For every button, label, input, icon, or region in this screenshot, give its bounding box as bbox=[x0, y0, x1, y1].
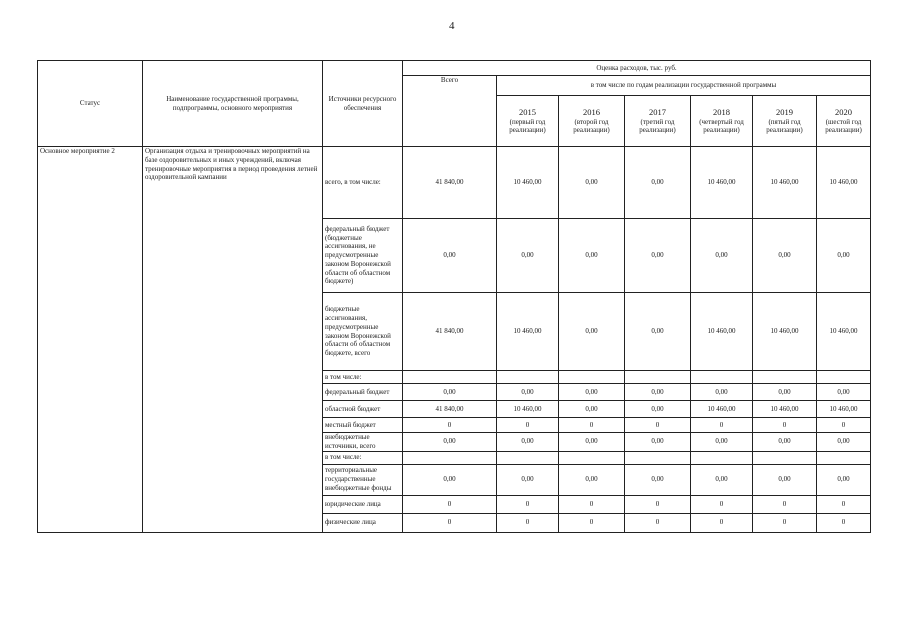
header-name: Наименование государственной программы, подпрограммы, основного мероприятия bbox=[143, 61, 323, 147]
header-year-2019 bbox=[753, 96, 817, 147]
year-value-cell: 0 bbox=[497, 495, 559, 513]
year-value-cell: 0,00 bbox=[817, 384, 871, 401]
year-value-cell: 0,00 bbox=[817, 464, 871, 495]
total-value-cell bbox=[403, 371, 497, 384]
year-value-cell: 0 bbox=[691, 513, 753, 532]
total-value-cell: 0 bbox=[403, 513, 497, 532]
year-value-cell: 10 460,00 bbox=[817, 293, 871, 371]
year-value-cell: 0,00 bbox=[625, 401, 691, 418]
program-name-cell: Организация отдыха и тренировочных мероприятий на базе оздоровительных и иных учреждений, включая тренировочные мероприятия в период проведения летней оздоровительной кампании bbox=[143, 147, 323, 533]
year-value-cell bbox=[691, 451, 753, 464]
year-value-cell: 0 bbox=[753, 495, 817, 513]
total-value-cell: 41 840,00 bbox=[403, 293, 497, 371]
year-value-cell: 0,00 bbox=[817, 219, 871, 293]
year-value-cell bbox=[817, 451, 871, 464]
header-year-caption: (первый год реализации) bbox=[509, 117, 546, 135]
year-value-cell: 0,00 bbox=[753, 384, 817, 401]
total-value-cell: 0,00 bbox=[403, 384, 497, 401]
header-year-2017 bbox=[625, 96, 691, 147]
source-cell: физические лица bbox=[323, 513, 403, 532]
year-value-cell: 0 bbox=[559, 418, 625, 433]
year-value-cell: 0,00 bbox=[625, 464, 691, 495]
year-value-cell: 0,00 bbox=[625, 219, 691, 293]
total-value-cell: 41 840,00 bbox=[403, 147, 497, 219]
year-value-cell: 0 bbox=[559, 495, 625, 513]
year-value-cell: 10 460,00 bbox=[753, 147, 817, 219]
source-cell: в том числе: bbox=[323, 451, 403, 464]
year-value-cell bbox=[625, 371, 691, 384]
year-value-cell: 0 bbox=[817, 418, 871, 433]
header-year-number: 2015 bbox=[519, 106, 536, 117]
year-value-cell: 0,00 bbox=[497, 384, 559, 401]
table-row bbox=[38, 147, 871, 219]
budget-table-body bbox=[38, 61, 871, 533]
source-cell: областной бюджет bbox=[323, 401, 403, 418]
header-year-2018 bbox=[691, 96, 753, 147]
total-value-cell: 41 840,00 bbox=[403, 401, 497, 418]
year-value-cell bbox=[753, 451, 817, 464]
year-value-cell: 0,00 bbox=[753, 433, 817, 452]
year-value-cell: 0,00 bbox=[559, 147, 625, 219]
year-value-cell: 10 460,00 bbox=[497, 401, 559, 418]
year-value-cell: 0,00 bbox=[497, 433, 559, 452]
year-value-cell: 10 460,00 bbox=[817, 401, 871, 418]
year-value-cell: 0,00 bbox=[625, 384, 691, 401]
year-value-cell bbox=[625, 451, 691, 464]
year-value-cell: 0,00 bbox=[691, 219, 753, 293]
year-value-cell: 0 bbox=[559, 513, 625, 532]
header-estimate: Оценка расходов, тыс. руб. bbox=[403, 61, 871, 76]
year-value-cell: 0 bbox=[691, 495, 753, 513]
year-value-cell: 10 460,00 bbox=[691, 401, 753, 418]
total-value-cell: 0,00 bbox=[403, 464, 497, 495]
header-year-caption: (второй год реализации) bbox=[573, 117, 610, 135]
year-value-cell: 0,00 bbox=[559, 433, 625, 452]
year-value-cell: 10 460,00 bbox=[753, 293, 817, 371]
year-value-cell bbox=[753, 371, 817, 384]
year-value-cell: 0,00 bbox=[691, 433, 753, 452]
source-cell: бюджетные ассигнования, предусмотренные законом Воронежской области об областном бюджете, всего bbox=[323, 293, 403, 371]
year-value-cell bbox=[559, 371, 625, 384]
total-value-cell: 0,00 bbox=[403, 433, 497, 452]
year-value-cell: 0 bbox=[817, 495, 871, 513]
year-value-cell bbox=[559, 451, 625, 464]
source-cell: территориальные государственные внебюджетные фонды bbox=[323, 464, 403, 495]
header-year-caption: (шестой год реализации) bbox=[825, 117, 862, 135]
year-value-cell: 0,00 bbox=[625, 293, 691, 371]
year-value-cell: 0,00 bbox=[559, 464, 625, 495]
year-value-cell: 0,00 bbox=[691, 464, 753, 495]
header-year-caption: (пятый год реализации) bbox=[766, 117, 803, 135]
year-value-cell: 0,00 bbox=[753, 464, 817, 495]
year-value-cell: 10 460,00 bbox=[753, 401, 817, 418]
year-value-cell: 0,00 bbox=[559, 219, 625, 293]
year-value-cell: 0 bbox=[497, 513, 559, 532]
year-value-cell: 0,00 bbox=[625, 147, 691, 219]
total-value-cell bbox=[403, 451, 497, 464]
header-year-number: 2016 bbox=[583, 106, 600, 117]
year-value-cell: 0,00 bbox=[497, 219, 559, 293]
source-cell: всего, в том числе: bbox=[323, 147, 403, 219]
header-year-2015 bbox=[497, 96, 559, 147]
year-value-cell: 10 460,00 bbox=[497, 293, 559, 371]
year-value-cell: 10 460,00 bbox=[691, 147, 753, 219]
source-cell: внебюджетные источники, всего bbox=[323, 433, 403, 452]
year-value-cell: 0,00 bbox=[753, 219, 817, 293]
year-value-cell: 0 bbox=[625, 495, 691, 513]
year-value-cell bbox=[817, 371, 871, 384]
budget-table bbox=[37, 60, 871, 533]
year-value-cell bbox=[497, 451, 559, 464]
year-value-cell: 0,00 bbox=[559, 293, 625, 371]
year-value-cell: 0,00 bbox=[691, 384, 753, 401]
year-value-cell: 0,00 bbox=[559, 384, 625, 401]
header-sources: Источники ресурсного обеспечения bbox=[323, 61, 403, 147]
total-value-cell: 0 bbox=[403, 495, 497, 513]
year-value-cell: 0 bbox=[625, 418, 691, 433]
year-value-cell: 0,00 bbox=[559, 401, 625, 418]
year-value-cell: 0,00 bbox=[497, 464, 559, 495]
page-number: 4 bbox=[449, 20, 455, 32]
year-value-cell: 0 bbox=[817, 513, 871, 532]
year-value-cell: 0 bbox=[753, 418, 817, 433]
header-year-caption: (четвертый год реализации) bbox=[699, 117, 744, 135]
header-total: Всего bbox=[403, 76, 497, 147]
status-cell: Основное мероприятие 2 bbox=[38, 147, 143, 533]
header-year-number: 2017 bbox=[649, 106, 666, 117]
year-value-cell bbox=[497, 371, 559, 384]
year-value-cell: 0 bbox=[497, 418, 559, 433]
header-year-2020 bbox=[817, 96, 871, 147]
header-year-number: 2018 bbox=[713, 106, 730, 117]
year-value-cell: 0 bbox=[691, 418, 753, 433]
year-value-cell: 0,00 bbox=[625, 433, 691, 452]
year-value-cell: 0 bbox=[753, 513, 817, 532]
header-status: Статус bbox=[38, 61, 143, 147]
header-year-caption: (третий год реализации) bbox=[639, 117, 676, 135]
source-cell: федеральный бюджет (бюджетные ассигнования, не предусмотренные законом Воронежской области об областном бюджете) bbox=[323, 219, 403, 293]
year-value-cell: 0 bbox=[625, 513, 691, 532]
year-value-cell: 10 460,00 bbox=[497, 147, 559, 219]
header-by-years: в том числе по годам реализации государственной программы bbox=[497, 76, 871, 96]
total-value-cell: 0 bbox=[403, 418, 497, 433]
total-value-cell: 0,00 bbox=[403, 219, 497, 293]
source-cell: юридические лица bbox=[323, 495, 403, 513]
source-cell: федеральный бюджет bbox=[323, 384, 403, 401]
year-value-cell bbox=[691, 371, 753, 384]
year-value-cell: 10 460,00 bbox=[691, 293, 753, 371]
source-cell: в том числе: bbox=[323, 371, 403, 384]
header-year-number: 2020 bbox=[835, 106, 852, 117]
header-year-number: 2019 bbox=[776, 106, 793, 117]
header-year-2016 bbox=[559, 96, 625, 147]
source-cell: местный бюджет bbox=[323, 418, 403, 433]
year-value-cell: 0,00 bbox=[817, 433, 871, 452]
year-value-cell: 10 460,00 bbox=[817, 147, 871, 219]
